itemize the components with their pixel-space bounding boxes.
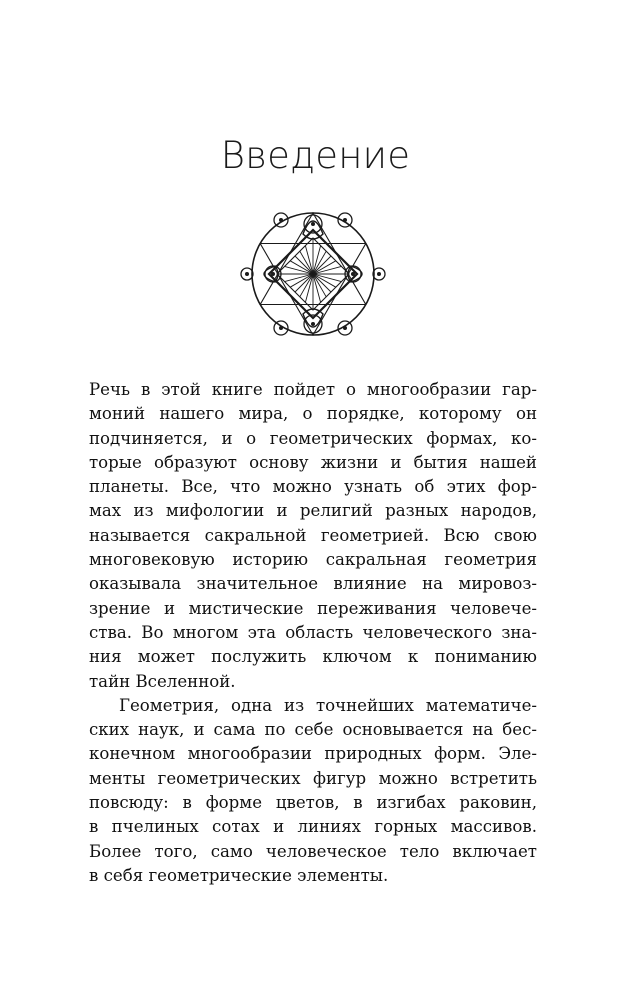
text-line: ства. Во многом эта область человеческого зна- [89, 622, 537, 642]
paragraph [89, 378, 537, 694]
text-line: конечном многообразии природных форм. Эле- [89, 744, 537, 764]
text-line: в себя геометрические элементы. [89, 865, 389, 885]
text-line: Более того, само человеческое тело включает [89, 841, 537, 861]
text-line: ния может послужить ключом к пониманию [89, 647, 537, 667]
text-line: моний нашего мира, о порядке, которому он [89, 404, 537, 424]
chapter-title: Введение [220, 134, 411, 177]
text-line: тайн Вселенной. [89, 671, 236, 691]
text-line: повсюду: в форме цветов, в изгибах раковин, [89, 793, 537, 813]
text-line: подчиняется, и о геометрических формах, ко- [89, 428, 537, 448]
text-line: Геометрия, одна из точнейших математиче- [119, 695, 537, 715]
text-line: зрение и мистические переживания человече- [89, 598, 537, 618]
text-line: ских наук, и сама по себе основывается на бес- [89, 720, 537, 740]
body-text [89, 378, 537, 888]
text-line: называется сакральной геометрией. Всю свою [89, 525, 537, 545]
text-line: Речь в этой книге пойдет о многообразии гар- [89, 380, 537, 399]
text-line: оказывала значительное влияние на мировоз- [89, 574, 537, 594]
text-line: в пчелиных сотах и линиях горных массивов. [89, 817, 537, 837]
text-line: мах из мифологии и религий разных народов, [89, 501, 537, 521]
paragraph [89, 694, 537, 888]
text-line: многовековую историю сакральная геометрия [89, 550, 537, 570]
text-line: планеты. Все, что можно узнать об этих фор- [89, 477, 537, 497]
text-line: менты геометрических фигур можно встретить [89, 768, 537, 788]
text-line: торые образуют основу жизни и бытия нашей [89, 452, 537, 472]
sacred-geometry-emblem-icon [239, 208, 387, 340]
